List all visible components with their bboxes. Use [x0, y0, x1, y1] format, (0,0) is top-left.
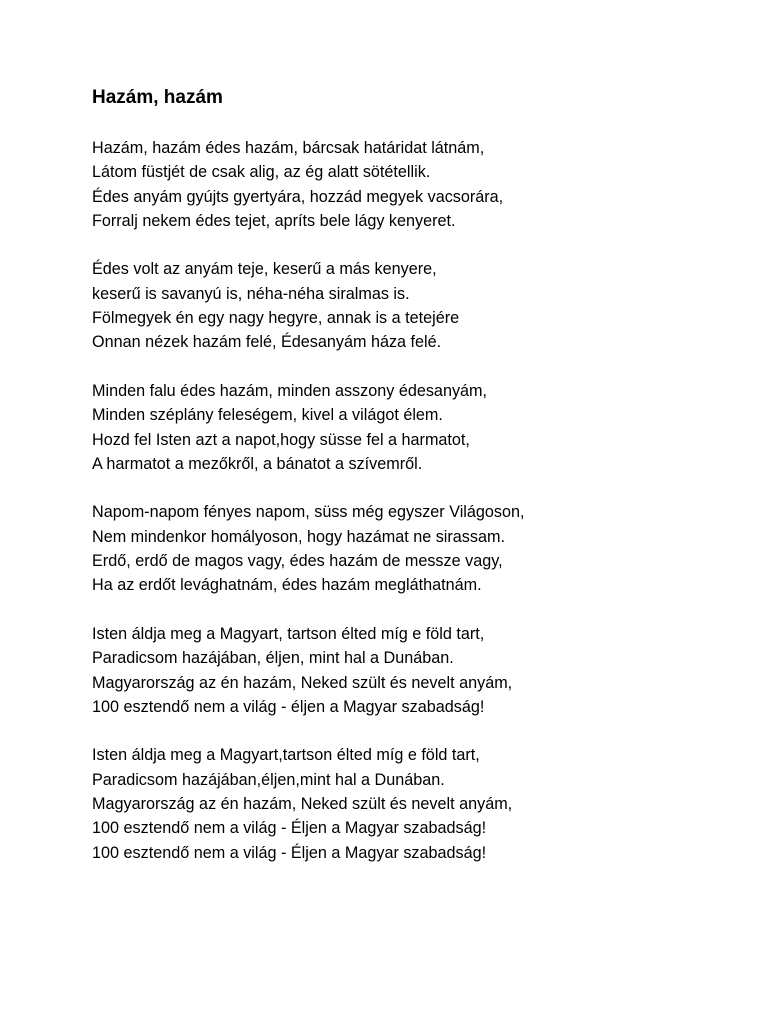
poem-line: 100 esztendő nem a világ - Éljen a Magyar szabadság! [92, 843, 487, 862]
poem-line: Édes anyám gyújts gyertyára, hozzád megyek vacsorára, [92, 187, 504, 206]
poem-body [92, 136, 732, 889]
poem-line: Minden széplány feleségem, kivel a világot élem. [92, 406, 443, 425]
poem-line: Paradicsom hazájában, éljen, mint hal a Dunában. [92, 649, 454, 668]
poem-line: Ha az erdőt levághatnám, édes hazám megláthatnám. [92, 576, 482, 595]
poem-line: Hozd fel Isten azt a napot,hogy süsse fel a harmatot, [92, 430, 470, 449]
stanza-1 [92, 136, 732, 233]
poem-line: 100 esztendő nem a világ - Éljen a Magyar szabadság! [92, 819, 487, 838]
poem-line: Isten áldja meg a Magyart, tartson élted míg e föld tart, [92, 624, 485, 643]
poem-line: Forralj nekem édes tejet, apríts bele lágy kenyeret. [92, 211, 456, 230]
stanza-2 [92, 257, 732, 354]
poem-line: Paradicsom hazájában,éljen,mint hal a Dunában. [92, 770, 445, 789]
poem-line: Napom-napom fényes napom, süss még egyszer Világoson, [92, 503, 525, 522]
poem-line: Minden falu édes hazám, minden asszony édesanyám, [92, 381, 488, 400]
poem-line: Látom füstjét de csak alig, az ég alatt sötétellik. [92, 163, 431, 182]
poem-title: Hazám, hazám [92, 87, 223, 108]
poem-line: Onnan nézek hazám felé, Édesanyám háza felé. [92, 333, 442, 352]
poem-line: Hazám, hazám édes hazám, bárcsak határidat látnám, [92, 139, 485, 157]
stanza-4 [92, 500, 732, 597]
poem-line: Magyarország az én hazám, Neked szült és nevelt anyám, [92, 795, 513, 814]
stanza-5 [92, 622, 732, 719]
poem-line: Édes volt az anyám teje, keserű a más kenyere, [92, 260, 437, 279]
poem-line: Erdő, erdő de magos vagy, édes hazám de messze vagy, [92, 552, 503, 571]
poem-line: Isten áldja meg a Magyart,tartson élted míg e föld tart, [92, 746, 480, 765]
poem-line: A harmatot a mezőkről, a bánatot a szívemről. [92, 454, 423, 473]
poem-line: keserű is savanyú is, néha-néha siralmas is. [92, 284, 410, 303]
stanza-3 [92, 379, 732, 476]
poem-line: Magyarország az én hazám, Neked szült és nevelt anyám, [92, 673, 513, 692]
poem-line: Fölmegyek én egy nagy hegyre, annak is a tetejére [92, 309, 460, 328]
stanza-6 [92, 743, 732, 864]
poem-line: 100 esztendő nem a világ - éljen a Magyar szabadság! [92, 697, 485, 716]
poem-line: Nem mindenkor homályoson, hogy hazámat ne sirassam. [92, 527, 505, 546]
